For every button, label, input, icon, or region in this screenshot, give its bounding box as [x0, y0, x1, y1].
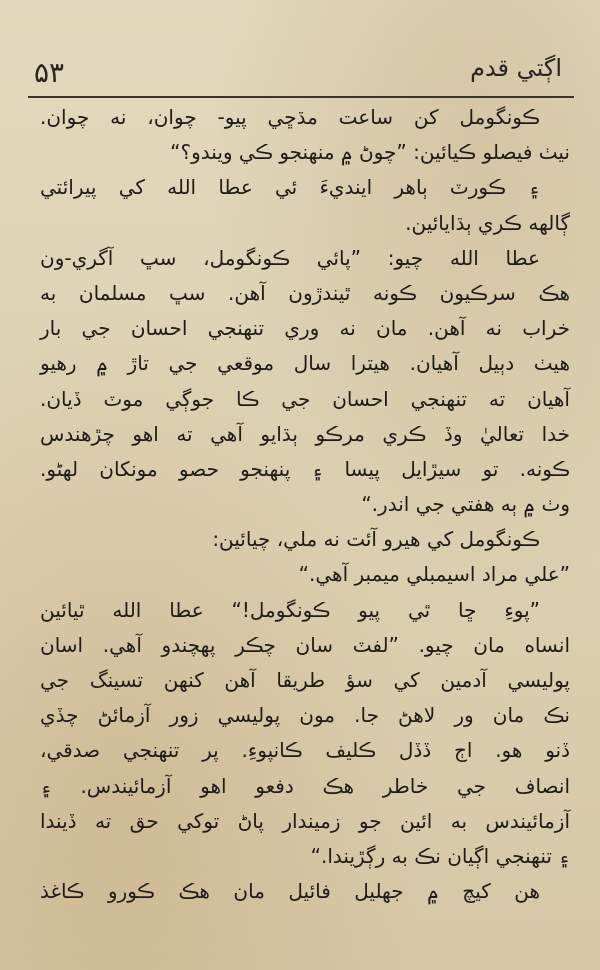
text-line: ڳالهه ڪري ٻڌايائين.	[405, 210, 570, 235]
header-rule	[28, 96, 574, 98]
text-line: هڪ سرڪيون ڪونه ٿيندڙون آهن. سڀ مسلمان به	[40, 280, 570, 305]
text-line: وٺ ۾ ٻه هفتي جي اندر.“	[361, 492, 570, 517]
text-line: ڏنو هو. اڄ ڏڏل ڪليف ڪانپوءِ. پر تنهنجي صدقي،	[40, 738, 570, 763]
text-line: آهيان ته تنهنجي احسان جي ڪا جوڳي موٽ ڏيان.	[40, 386, 570, 411]
text-line: هيٺ دٻيل آهيان. هيترا سال موقعي جي تاڙ ۾ رهيو	[40, 351, 570, 376]
text-line: ڪونگومل کن ساعت مڌڇي پيو- چوان، نه چوان.	[40, 105, 540, 129]
text-line: ۽ تنهنجي اڳيان نڪ به رڳڙيندا.“	[310, 843, 570, 868]
body-text	[40, 100, 570, 909]
text-line: عطا الله چيو: ”پائي ڪونگومل، سڀ آگري-ون	[40, 245, 540, 270]
text-line: آزمائيندس به ائين جو زميندار پاڻ توکي حق ته ڏيندا	[40, 808, 570, 833]
page-number: ۵۳	[34, 56, 65, 89]
text-line: ڪونگومل کي هيرو آئت نه ملي، چيائين:	[212, 527, 540, 552]
page-header	[32, 54, 568, 94]
text-line: ”علي مراد اسيمبلي ميمبر آهي.“	[298, 562, 570, 587]
text-line: هن کيچ ۾ جهليل فائيل مان هڪ ڪورو ڪاغذ	[40, 879, 540, 904]
text-line: انساه مان چيو. ”لفٽ سان چڪر پهچندو آهي. اسان	[40, 632, 570, 657]
text-line: ۽ ڪورٽ ٻاهر اينديءَ ئي عطا الله کي پيرائتي	[40, 175, 540, 200]
text-line: ”پوءِ ڇا ٿي پيو ڪونگومل!“ عطا الله ٿيائين	[40, 597, 540, 622]
text-line: نيٺ فيصلو ڪيائين: ”چوڻ ۾ منهنجو ڪي ويندو؟“	[170, 140, 570, 165]
text-line: نڪ مان ور لاهڻ جا. مون پوليسي زور آزمائڻ چڏي	[40, 703, 570, 728]
text-line: پوليسي آدمين کي سؤ طريقا آهن کنهن تسينگ جي	[40, 668, 570, 692]
running-title: اڳتي قدم	[470, 54, 562, 82]
text-line: انصاف جي خاطر هڪ دفعو اهو آزمائيندس. ۽	[40, 773, 570, 798]
text-line: خدا تعاليٰ وڏ ڪري مرڪو ٻڌايو آهي ته اهو چڙهندس	[40, 421, 570, 446]
text-line: خراب نه آهن. مان نه وري تنهنجي احسان جي بار	[40, 316, 570, 341]
text-line: ڪونه. تو سيڙايل پيسا ۽ پنهنجو حصو مونکان لهڻو.	[40, 456, 570, 481]
